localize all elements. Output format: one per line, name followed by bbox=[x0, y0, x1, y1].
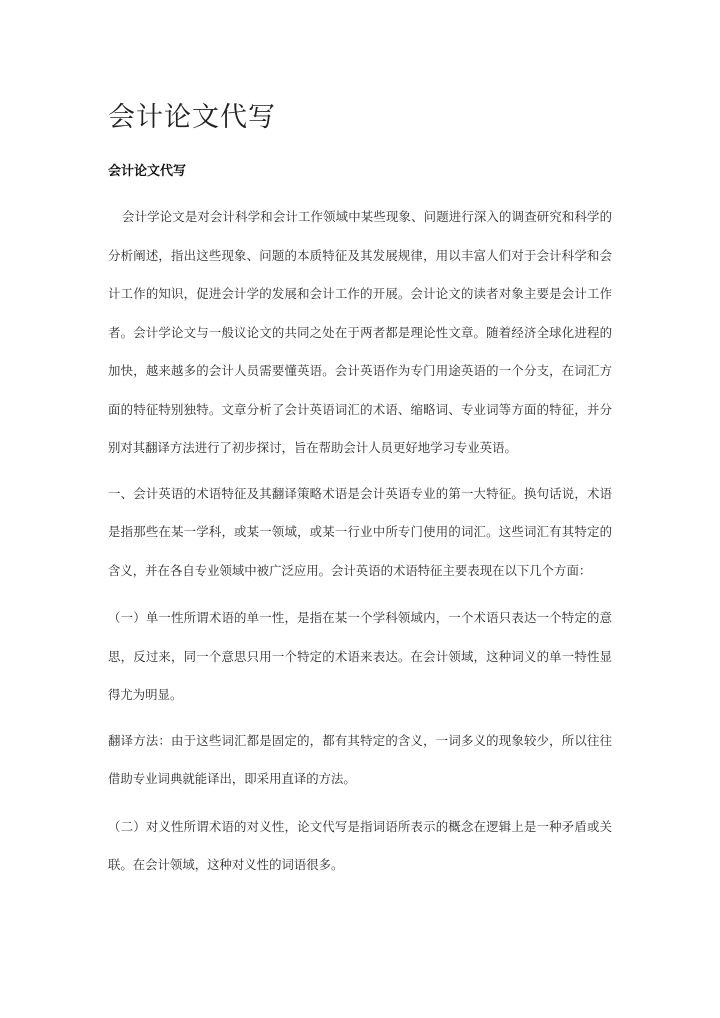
paragraph-uniqueness: （一）单一性所谓术语的单一性，是指在某一个学科领域内，一个术语只表达一个特定的意思，反过来，同一个意思只用一个特定的术语来表达。在会计领域，这种词义的单一特性显得尤为明显。 bbox=[108, 610, 612, 702]
document-body bbox=[108, 198, 612, 885]
paragraph-translation-method: 翻译方法：由于这些词汇都是固定的，都有其特定的含义，一词多义的现象较少，所以往往借助专业词典就能译出，即采用直译的方法。 bbox=[108, 732, 612, 786]
document-subtitle: 会计论文代写 bbox=[108, 164, 187, 179]
paragraph-antonymy: （二）对义性所谓术语的对义性，论文代写是指词语所表示的概念在逻辑上是一种矛盾或关联。在会计领域，这种对义性的词语很多。 bbox=[108, 818, 612, 872]
paragraph-section-1: 一、会计英语的术语特征及其翻译策略术语是会计英语专业的第一大特征。换句话说，术语是指那些在某一学科，或某一领域，或某一行业中所专门使用的词汇。这些词汇有其特定的含义，并在各自专业领域中被广泛应用。会计英语的术语特征主要表现在以下几个方面： bbox=[108, 485, 612, 578]
document-title: 会计论文代写 bbox=[108, 102, 276, 133]
paragraph-intro: 会计学论文是对会计科学和会计工作领域中某些现象、问题进行深入的调查研究和科学的分析阐述，指出这些现象、问题的本质特征及其发展规律，用以丰富人们对于会计科学和会计工作的知识，促进会计学的发展和会计工作的开展。会计论文的读者对象主要是会计工作者。会计学论文与一般议论文的共同之处在于两者都是理论性文章。随着经济全球化进程的加快，越来越多的会计人员需要懂英语。会计英语作为专门用途英语的一个分支，在词汇方面的特征特别独特。文章分析了会计英语词汇的术语、缩略词、专业词等方面的特征，并分别对其翻译方法进行了初步探讨，旨在帮助会计人员更好地学习专业英语。 bbox=[108, 209, 612, 455]
